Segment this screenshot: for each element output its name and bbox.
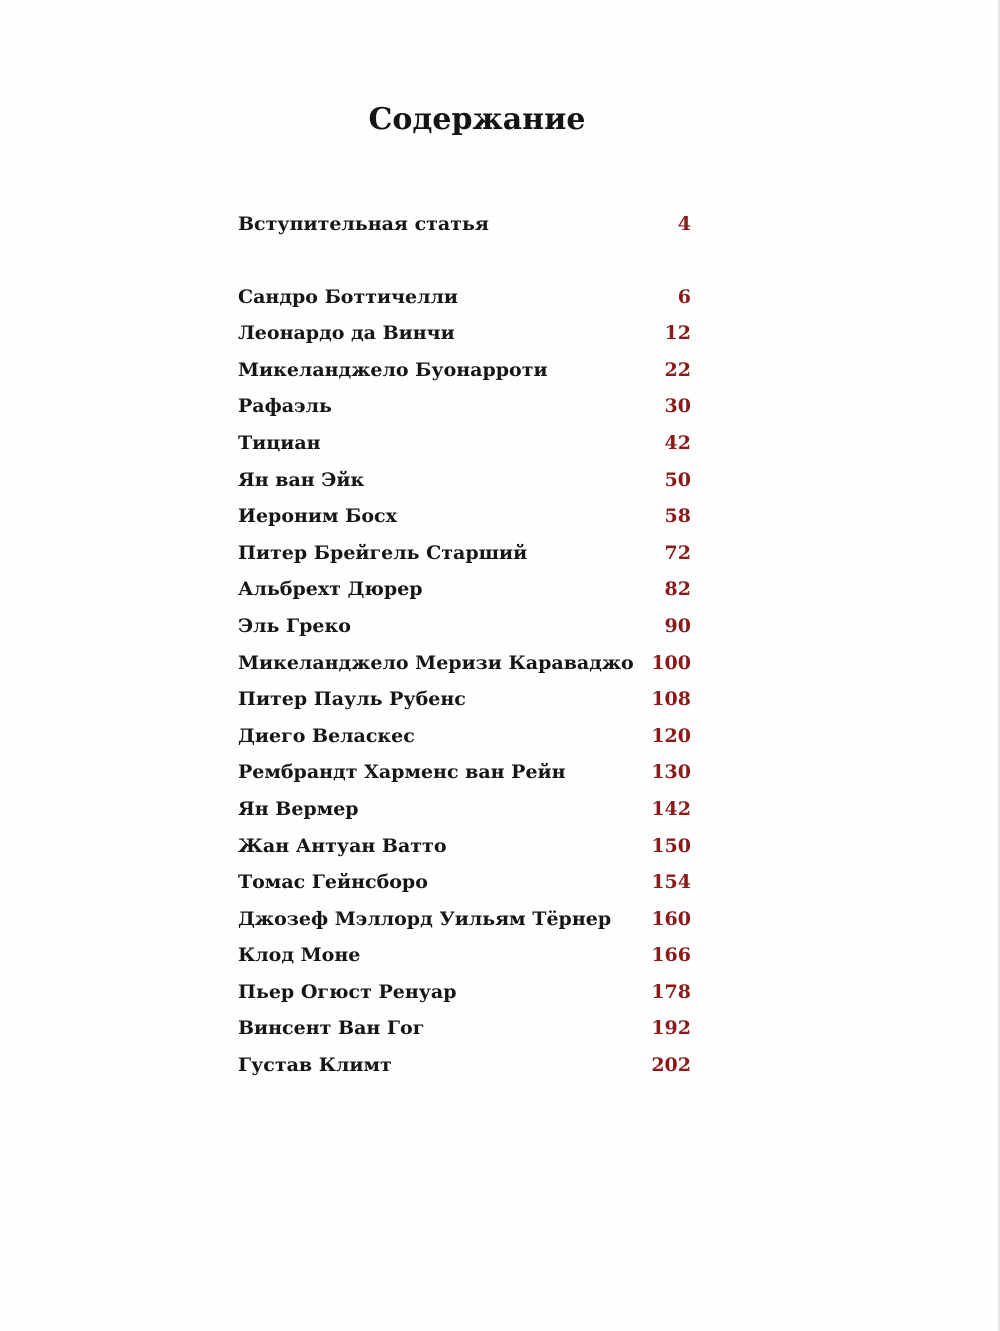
toc-entry[interactable]	[238, 791, 691, 828]
toc-entry-title: Иероним Босх	[238, 505, 397, 528]
toc-entry[interactable]	[238, 571, 691, 608]
toc-entry-page: 50	[664, 468, 691, 491]
toc-entry-page: 42	[664, 431, 691, 454]
toc-entry-title: Рафаэль	[238, 395, 332, 418]
page-title: Содержание	[368, 102, 586, 137]
toc-entry-page: 108	[651, 688, 691, 711]
toc-entry-page: 30	[664, 395, 691, 418]
toc-entry[interactable]	[238, 681, 691, 718]
toc-entry[interactable]	[238, 901, 691, 938]
toc-entry[interactable]	[238, 754, 691, 791]
toc-entry-page: 58	[664, 505, 691, 528]
toc-entry[interactable]	[238, 608, 691, 645]
table-of-contents	[238, 206, 691, 1084]
toc-entry-title: Винсент Ван Гог	[238, 1017, 425, 1040]
toc-entry-title: Леонардо да Винчи	[238, 322, 455, 345]
toc-entry[interactable]	[238, 1047, 691, 1084]
toc-entry-page: 120	[651, 724, 691, 747]
toc-entry-page: 22	[664, 358, 691, 381]
toc-entry[interactable]	[238, 279, 691, 316]
toc-entry[interactable]	[238, 645, 691, 682]
toc-entry-title: Рембрандт Харменс ван Рейн	[238, 761, 566, 784]
toc-entry-page: 90	[664, 614, 691, 637]
toc-entry[interactable]	[238, 352, 691, 389]
toc-entry[interactable]	[238, 718, 691, 755]
toc-entry-title: Жан Антуан Ватто	[238, 834, 447, 857]
toc-entry-title: Сандро Боттичелли	[238, 285, 459, 308]
toc-entry-title: Ян ван Эйк	[238, 468, 365, 491]
toc-entry[interactable]	[238, 462, 691, 499]
toc-entry[interactable]	[238, 498, 691, 535]
toc-entry[interactable]	[238, 864, 691, 901]
toc-entry-title: Тициан	[238, 431, 321, 454]
toc-entry[interactable]	[238, 535, 691, 572]
toc-entry-page: 154	[651, 871, 691, 894]
toc-entry-title: Питер Пауль Рубенс	[238, 688, 466, 711]
toc-entry-page: 82	[664, 578, 691, 601]
toc-entry[interactable]	[238, 1010, 691, 1047]
toc-entry-title: Микеланджело Меризи Караваджо	[238, 651, 634, 674]
toc-list	[238, 279, 691, 1084]
toc-entry-page: 202	[651, 1054, 691, 1077]
toc-entry-title: Эль Греко	[238, 614, 351, 637]
toc-entry-page: 178	[651, 980, 691, 1003]
toc-entry[interactable]	[238, 974, 691, 1011]
toc-entry-page: 12	[664, 322, 691, 345]
toc-entry-page: 100	[651, 651, 691, 674]
toc-entry-title: Микеланджело Буонарроти	[238, 358, 548, 381]
toc-entry-page: 6	[677, 285, 691, 308]
toc-entry-title: Вступительная статья	[238, 213, 489, 235]
toc-entry-title: Клод Моне	[238, 944, 361, 967]
toc-entry-title: Питер Брейгель Старший	[238, 541, 528, 564]
toc-entry-title: Альбрехт Дюрер	[238, 578, 423, 601]
toc-entry[interactable]	[238, 315, 691, 352]
toc-entry[interactable]	[238, 425, 691, 462]
toc-entry[interactable]	[238, 388, 691, 425]
toc-entry-title: Ян Вермер	[238, 797, 359, 820]
toc-entry-page: 150	[651, 834, 691, 857]
toc-entry-title: Томас Гейнсборо	[238, 871, 428, 894]
toc-entry-page: 72	[664, 541, 691, 564]
toc-entry[interactable]	[238, 937, 691, 974]
toc-entry-title: Пьер Огюст Ренуар	[238, 980, 457, 1003]
toc-intro-row[interactable]	[238, 206, 691, 243]
toc-entry-title: Джозеф Мэллорд Уильям Тёрнер	[238, 907, 612, 930]
toc-entry-title: Диего Веласкес	[238, 724, 415, 747]
toc-entry[interactable]	[238, 828, 691, 865]
toc-entry-page: 4	[677, 213, 691, 235]
toc-entry-page: 142	[651, 797, 691, 820]
toc-entry-page: 160	[651, 907, 691, 930]
toc-entry-page: 166	[651, 944, 691, 967]
toc-entry-title: Густав Климт	[238, 1054, 392, 1077]
toc-entry-page: 130	[651, 761, 691, 784]
toc-entry-page: 192	[651, 1017, 691, 1040]
